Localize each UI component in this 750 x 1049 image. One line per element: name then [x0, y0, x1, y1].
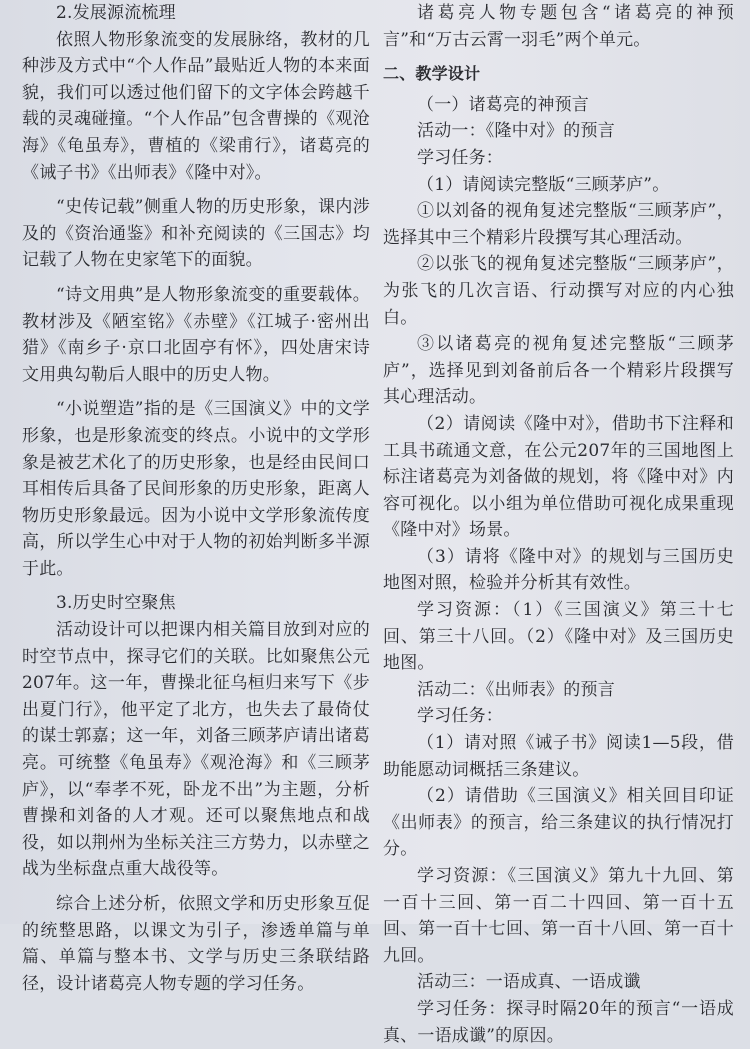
- resource-text: 学习资源：《三国演义》第九十九回、第一百十三回、第一百二十四回、第一百十五回、第一百十七回、第一百十八回、第一百十九回。: [383, 866, 734, 966]
- paragraph: “诗文用典”是人物形象流变的重要载体。教材涉及《陋室铭》《赤壁》《江城子·密州出猎》《南乡子·京口北固亭有怀》，四处唐宋诗文用典勾勒后人眼中的历史人物。: [22, 284, 370, 385]
- task-item: ①以刘备的视角复述完整版“三顾茅庐”，选择其中三个精彩片段撰写其心理活动。: [383, 201, 734, 248]
- task-item: （3）请将《隆中对》的规划与三国历史地图对照，检验并分析其有效性。: [383, 546, 734, 594]
- resource-text: 学习资源：（1）《三国演义》第三十七回、第三十八回。（2）《隆中对》及三国历史地图。: [383, 600, 734, 674]
- section-heading: 2.发展源流梳理: [56, 3, 176, 23]
- section-heading: 二、教学设计: [383, 64, 481, 84]
- paragraph: 综合上述分析，依照文学和历史形象互促的统整思路，以课文为引子，渗透单篇与单篇、单篇与整本书、文学与历史三条联结路径，设计诸葛亮人物专题的学习任务。: [22, 894, 370, 994]
- paragraph: 依照人物形象流变的发展脉络，教材的几种涉及方式中“个人作品”最贴近人物的本来面貌，我们可以透过他们留下的文字体会跨越千载的灵魂碰撞。“个人作品”包含曹操的《观沧海》《龟虽寿》，曹植的《梁甫行》，诸葛亮的《诫子书》《出师表》《隆中对》。: [22, 29, 370, 183]
- task-item: ③以诸葛亮的视角复述完整版“三顾茅庐”，选择见到刘备前后各一个精彩片段撰写其心理活动。: [383, 334, 734, 408]
- paragraph: “史传记载”侧重人物的历史形象，课内涉及的《资治通鉴》和补充阅读的《三国志》均记载了人物在史家笔下的面貌。: [22, 197, 370, 271]
- task-item: （1）请阅读完整版“三顾茅庐”。: [417, 174, 670, 195]
- task-item: （1）请对照《诫子书》阅读1—5段，借助能愿动词概括三条建议。: [383, 733, 734, 780]
- activity-title: 活动二：《出师表》的预言: [417, 679, 615, 700]
- task-item: （2）请阅读《隆中对》，借助书下注释和工具书疏通文意，在公元207年的三国地图上标注诸葛亮为刘备做的规划，将《隆中对》内容可视化。以小组为单位借助可视化成果重现《隆中对》场景。: [383, 413, 734, 541]
- task-label: 学习任务：: [417, 147, 503, 168]
- task-label: 学习任务：: [417, 706, 503, 727]
- activity-title: 活动三：一语成真、一语成谶: [417, 972, 641, 993]
- task-item: ②以张飞的视角复述完整版“三顾茅庐”，为张飞的几次言语、行动撰写对应的内心独白。: [383, 254, 734, 328]
- left-column: [22, 0, 370, 997]
- activity-title: 活动一：《隆中对》的预言: [417, 121, 615, 142]
- subsection-heading: （一）诸葛亮的神预言: [417, 94, 589, 115]
- task-item: （2）请借助《三国演义》相关回目印证《出师表》的预言，给三条建议的执行情况打分。: [383, 786, 734, 860]
- paragraph: “小说塑造”指的是《三国演义》中的文学形象，也是形象流变的终点。小说中的文学形象是被艺术化了的历史形象，也是经由民间口耳相传后具备了民间形象的历史形象，距离人物历史形象最远。因为小说中文学形象流传度高，所以学生心中对于人物的初始判断多半源于此。: [22, 399, 370, 579]
- paragraph: 诸葛亮人物专题包含“诸葛亮的神预言”和“万古云霄一羽毛”两个单元。: [383, 3, 734, 50]
- section-heading: 3.历史时空聚焦: [56, 593, 176, 614]
- paragraph: 活动设计可以把课内相关篇目放到对应的时空节点中，探寻它们的关联。比如聚焦公元207年。这一年，曹操北征乌桓归来写下《步出夏门行》，他平定了北方，也失去了最倚仗的谋士郭嘉；这一年，刘备三顾茅庐请出诸葛亮。可统整《龟虽寿》《观沧海》和《三顾茅庐》，以“奉孝不死，卧龙不出”为主题，分析曹操和刘备的人才观。还可以聚焦地点和战役，如以荆州为坐标关注三方势力，以赤壁之战为坐标盘点重大战役等。: [22, 620, 370, 880]
- right-column: [383, 0, 734, 1049]
- task-item: 学习任务：探寻时隔20年的预言“一语成真、一语成谶”的原因。: [383, 998, 734, 1046]
